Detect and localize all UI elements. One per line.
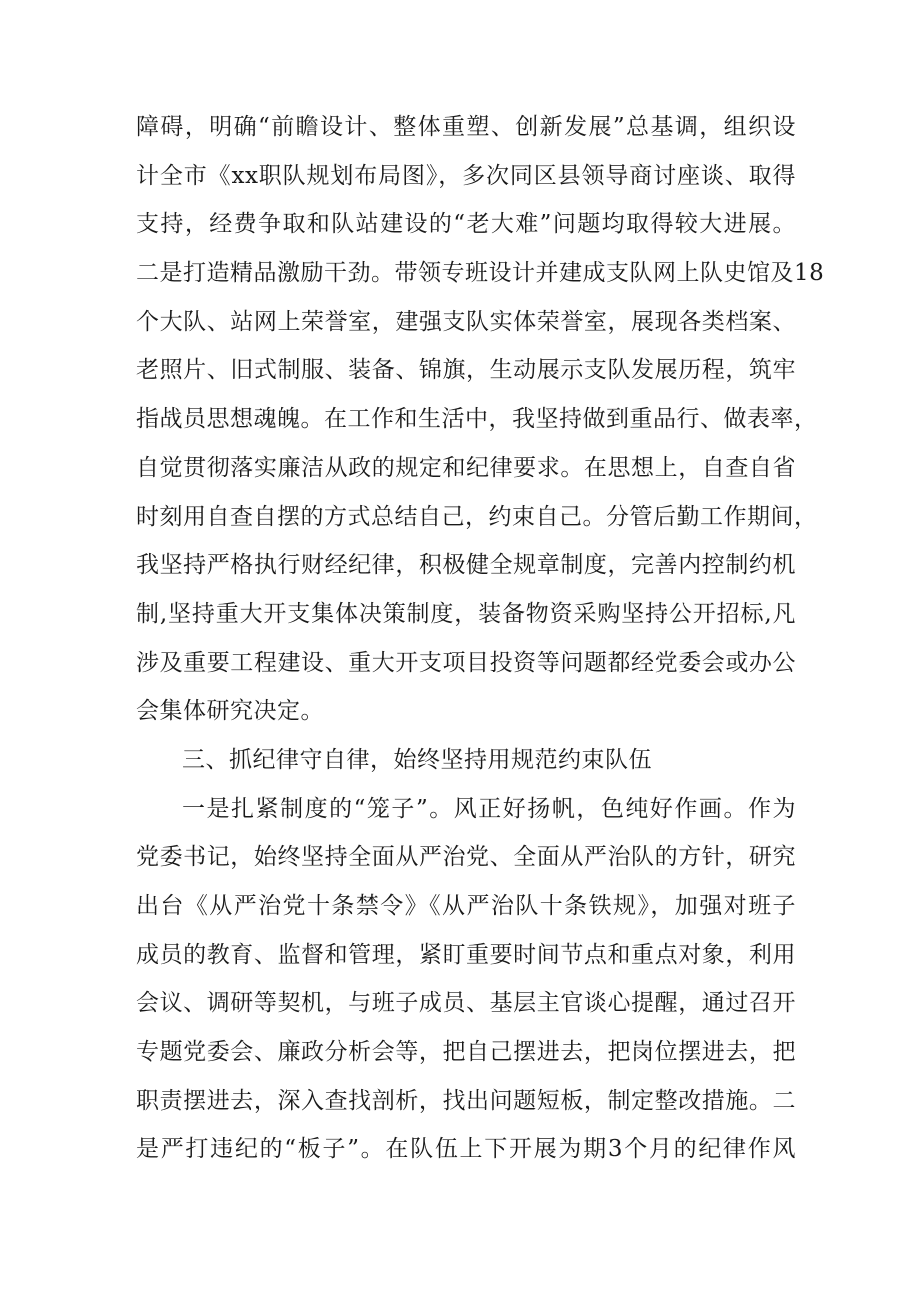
text-line: 时刻用自查自摆的方式总结自己，约束自己。分管后勤工作期间， [136,503,818,530]
text-line: 指战员思想魂魄。在工作和生活中，我坚持做到重品行、做表率， [136,406,818,433]
text-line: 专题党委会、廉政分析会等，把自己摆进去，把岗位摆进去，把 [136,1039,796,1066]
text-line: 老照片、旧式制服、装备、锦旗，生动展示支队发展历程，筑牢 [136,357,796,384]
text-line: 自觉贯彻落实廉洁从政的规定和纪律要求。在思想上，自查自省 [136,454,796,481]
text-line: 会议、调研等契机，与班子成员、基层主官谈心提醒，通过召开 [136,990,796,1017]
text-line: 计全市《xx职队规划布局图》，多次同区县领导商讨座谈、取得 [136,162,796,189]
section-heading: 三、抓纪律守自律，始终坚持用规范约束队伍 [182,746,652,773]
text-line: 制,坚持重大开支集体决策制度，装备物资采购坚持公开招标,凡 [136,600,796,627]
text-line: 是严打违纪的“板子”。在队伍上下开展为期3个月的纪律作风 [136,1136,796,1163]
text-line: 涉及重要工程建设、重大开支项目投资等问题都经党委会或办公 [136,649,796,676]
text-line: 障碍，明确“前瞻设计、整体重塑、创新发展”总基调，组织设 [136,114,796,140]
text-line: 会集体研究决定。 [136,698,324,725]
text-line: 成员的教育、监督和管理，紧盯重要时间节点和重点对象，利用 [136,941,796,968]
text-line: 出台《从严治党十条禁令》《从严治队十条铁规》，加强对班子 [136,893,796,919]
text-line: 职责摆进去，深入查找剖析，找出问题短板，制定整改措施。二 [136,1087,796,1114]
text-line: 支持，经费争取和队站建设的“老大难”问题均取得较大进展。 [136,211,796,238]
text-line: 党委书记，始终坚持全面从严治党、全面从严治队的方针，研究 [136,844,796,871]
text-line: 我坚持严格执行财经纪律，积极健全规章制度，完善内控制约机 [136,552,796,579]
text-line: 二是打造精品激励干劲。带领专班设计并建成支队网上队史馆及18 [136,260,825,287]
body-text [136,103,825,1174]
paragraph-first-line: 一是扎紧制度的“笼子”。风正好扬帆，色纯好作画。作为 [182,795,796,822]
text-line: 个大队、站网上荣誉室，建强支队实体荣誉室，展现各类档案、 [136,308,796,335]
